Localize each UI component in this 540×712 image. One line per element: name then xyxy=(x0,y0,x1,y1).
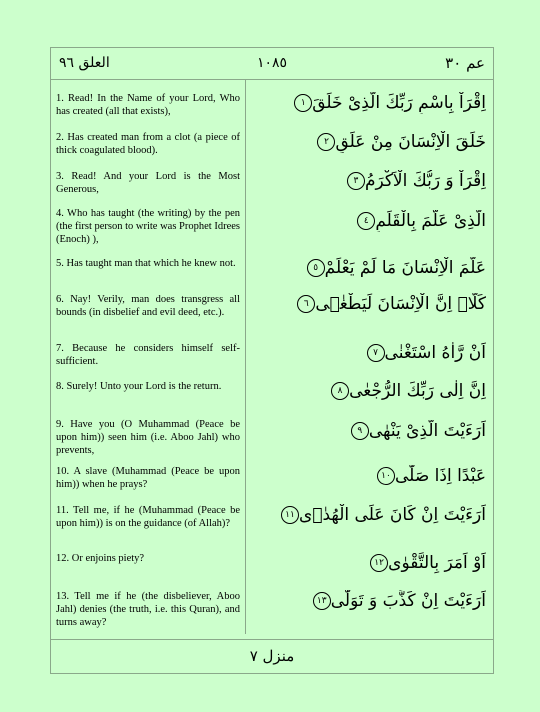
ayah-number-marker: ١٣ xyxy=(313,592,331,610)
ayah-number-marker: ٦ xyxy=(297,295,315,313)
ayah-number-marker: ٣ xyxy=(347,172,365,190)
manzil-label: منزل ۷ xyxy=(249,647,295,665)
ayah-number-marker: ٩ xyxy=(351,422,369,440)
verse-translation: 12. Or enjoins piety? xyxy=(56,553,145,564)
verse-translation: 6. Nay! Verily, man does transgress all bounds (in disbelief and evil deed, etc.). xyxy=(56,294,240,318)
ayah-number-marker: ٥ xyxy=(307,259,325,277)
verse-translation: 1. Read! In the Name of your Lord, Who has created (all that exists), xyxy=(56,93,240,117)
column-divider xyxy=(245,80,246,634)
juz-name: عم ٣٠ xyxy=(445,54,485,72)
ayah-number-marker: ٨ xyxy=(331,382,349,400)
verse-translation: 2. Has created man from a clot (a piece of thick coagulated blood). xyxy=(56,132,240,156)
verse-arabic: اَوْ اَمَرَ بِالتَّقْوٰی١٢ xyxy=(250,552,486,574)
verse-arabic: خَلَقَ الْاِنْسَانَ مِنْ عَلَقٍ٢ xyxy=(250,131,486,153)
verse-translation: 3. Read! And your Lord is the Most Generous, xyxy=(56,171,240,195)
ayah-number-marker: ١٢ xyxy=(370,554,388,572)
verse-translation: 7. Because he considers himself self-sufficient. xyxy=(56,343,240,367)
verse-arabic: كَلَّاۤ اِنَّ الْاِنْسَانَ لَیَطْغٰۤی٦ xyxy=(250,293,486,315)
verse-arabic: اِقْرَاْ بِاسْمِ رَبِّكَ الَّذِیْ خَلَقَ١ xyxy=(250,92,486,114)
ayah-number-marker: ١١ xyxy=(281,506,299,524)
verse-arabic: اَرَءَیْتَ الَّذِیْ یَنْهٰی٩ xyxy=(250,420,486,442)
verse-arabic: اَرَءَیْتَ اِنْ كَانَ عَلَی الْهُدٰۤی١١ xyxy=(250,504,486,526)
verse-arabic: الَّذِیْ عَلَّمَ بِالْقَلَمِ٤ xyxy=(250,210,486,232)
verse-arabic: عَبْدًا اِذَا صَلّٰی١٠ xyxy=(250,465,486,487)
page-header xyxy=(50,47,494,80)
page-number: ١٠٨٥ xyxy=(256,55,288,71)
verse-translation: 10. A slave (Muhammad (Peace be upon him)) when he prays? xyxy=(56,466,240,490)
page-footer xyxy=(50,639,494,674)
verse-translation: 4. Who has taught (the writing) by the pen (the first person to write was Prophet Idrees (Enoch) ), xyxy=(56,208,240,245)
ayah-number-marker: ٧ xyxy=(367,344,385,362)
verse-translation: 9. Have you (O Muhammad (Peace be upon him)) seen him (i.e. Aboo Jahl) who prevents, xyxy=(56,419,240,456)
ayah-number-marker: ١ xyxy=(294,94,312,112)
surah-name: العلق ٩٦ xyxy=(59,55,110,71)
verse-arabic: اِقْرَاْ وَ رَبُّكَ الْاَكْرَمُ٣ xyxy=(250,170,486,192)
ayah-number-marker: ٢ xyxy=(317,133,335,151)
verse-arabic: اَنْ رَّاٰهُ اسْتَغْنٰی٧ xyxy=(250,342,486,364)
verse-translation: 5. Has taught man that which he knew not. xyxy=(56,258,236,269)
verse-translation: 11. Tell me, if he (Muhammad (Peace be upon him)) is on the guidance (of Allah)? xyxy=(56,505,240,529)
verse-arabic: عَلَّمَ الْاِنْسَانَ مَا لَمْ یَعْلَمْ٥ xyxy=(250,257,486,279)
ayah-number-marker: ٤ xyxy=(357,212,375,230)
ayah-number-marker: ١٠ xyxy=(377,467,395,485)
verse-arabic: اِنَّ اِلٰی رَبِّكَ الرُّجْعٰی٨ xyxy=(250,380,486,402)
verse-translation: 13. Tell me if he (the disbeliever, Aboo Jahl) denies (the truth, i.e. this Quran), and turns away? xyxy=(56,591,240,628)
verse-arabic: اَرَءَیْتَ اِنْ كَذَّبَ وَ تَوَلّٰی١٣ xyxy=(250,590,486,612)
verse-translation: 8. Surely! Unto your Lord is the return. xyxy=(56,381,222,392)
